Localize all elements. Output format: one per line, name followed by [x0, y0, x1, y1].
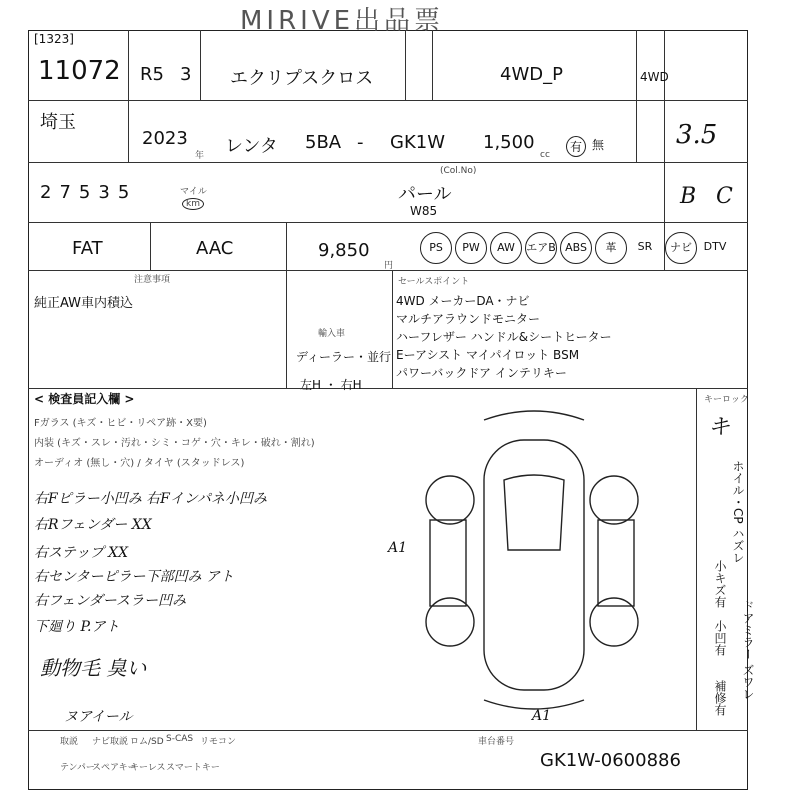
mileage-digit-4: 3 — [98, 182, 118, 203]
sales-point: ハーフレザー ハンドル&シートヒーター — [396, 330, 612, 344]
mileage-digit-3: 5 — [78, 182, 99, 203]
right-door-panel — [598, 520, 634, 606]
car-diagram — [400, 400, 680, 730]
import-dealer: ディーラー・並行 — [296, 350, 392, 364]
a1-bottom: A1 — [532, 708, 552, 724]
inspector-note: 右フェンダースラー凹み — [34, 593, 187, 609]
inspector-note: 下廻り P.アト — [34, 619, 120, 635]
model-year-unit: 年 — [195, 151, 205, 161]
front-right-wheel-shape — [590, 476, 638, 524]
import-label: 輸入車 — [318, 329, 346, 339]
equipment-item: ナビ — [665, 232, 697, 264]
model-code: GK1W — [390, 132, 446, 153]
inspector-glass: Fガラス (キズ・ヒビ・リペア跡・X要) — [34, 418, 207, 429]
side-note: ドアミラー ズワレ — [741, 600, 755, 700]
inspector-note: 右Rフェンダー XX — [34, 517, 152, 533]
equipment-item: AW — [490, 232, 522, 264]
prefecture: 埼玉 — [40, 112, 76, 133]
bottom-label: ナビ取説 — [92, 737, 129, 747]
import-steering: 左H ・ 右H — [300, 378, 362, 392]
sheet-title: MIRIVE出品票 — [240, 6, 445, 36]
color-no-label: (Col.No) — [440, 166, 477, 176]
model-prefix: 5BA — [305, 132, 342, 153]
equipment-item: ABS — [560, 232, 592, 264]
displacement: 1,500 — [483, 132, 535, 153]
equipment-item: PS — [420, 232, 452, 264]
a1-left: A1 — [388, 540, 408, 556]
sales-point: 4WD メーカーDA・ナビ — [396, 294, 530, 308]
bottom-label: スマートキー — [166, 763, 220, 773]
car-body-outline — [484, 440, 584, 690]
rear-left-wheel-shape — [426, 598, 474, 646]
front-bumper-shape — [484, 411, 584, 420]
sales-point: パワーバックドア インテリキー — [396, 366, 567, 380]
inspector-audio: オーディオ (無し・穴) / タイヤ (スタッドレス) — [34, 458, 245, 469]
score: 3.5 — [676, 120, 718, 150]
bottom-label: リモコン — [200, 737, 237, 747]
equipment-item: 革 — [595, 232, 627, 264]
bottom-label: S-CAS — [166, 734, 194, 744]
equipment-item: エアB — [525, 232, 557, 264]
inspector-note: 動物毛 臭い — [40, 656, 147, 680]
interior-grade: C — [716, 184, 733, 209]
side-note: 補修有 — [713, 680, 727, 716]
usage: レンタ — [225, 136, 278, 157]
color-name: パール — [398, 184, 452, 205]
bottom-label: テンパー — [60, 763, 95, 773]
windshield-roof-shape — [504, 475, 564, 550]
lot-number: 11072 — [38, 56, 121, 86]
mileage-digit-2: 7 — [59, 182, 79, 203]
chassis-number: GK1W-0600886 — [540, 750, 681, 771]
chassis-label: 車台番号 — [478, 737, 515, 747]
rear-right-wheel-shape — [590, 598, 638, 646]
inspector-note: 右センターピラー下部凹み アト — [34, 569, 234, 585]
color-code: W85 — [410, 204, 438, 218]
recycle-fee: 9,850 — [318, 240, 370, 261]
recycle-unit: 円 — [384, 261, 394, 271]
note-item: 純正AW車内積込 — [34, 296, 134, 311]
box-number: [1323] — [34, 32, 74, 46]
car-name: エクリプスクロス — [230, 68, 374, 89]
inspector-header: < 検査員記入欄 > — [34, 392, 135, 406]
equipment-item: PW — [455, 232, 487, 264]
inspector-interior: 内装 (キズ・スレ・汚れ・シミ・コゲ・穴・キレ・破れ・割れ) — [34, 438, 315, 449]
bottom-label: スペアキー — [92, 763, 137, 773]
left-door-panel — [430, 520, 466, 606]
side-note: 小キズ有 — [713, 560, 727, 608]
turbo-yes: 有 — [566, 136, 586, 157]
notes-header: 注意事項 — [134, 275, 171, 285]
bottom-label: ロム/SD — [130, 737, 164, 747]
sales-point: マルチアラウンドモニター — [396, 312, 541, 326]
inspector-note: 右ステップ XX — [34, 545, 129, 561]
side-note: 小凹有 — [713, 620, 727, 656]
drive-type: 4WD — [640, 70, 669, 84]
exterior-grade: B — [680, 184, 697, 209]
model-year: 2023 — [142, 128, 188, 149]
bottom-label: 取説 — [60, 737, 79, 747]
shift: FAT — [72, 238, 103, 259]
inspector-note: 右Fピラー小凹み 右Fインパネ小凹み — [34, 491, 267, 507]
bottom-label: キーレス — [130, 763, 166, 773]
sales-point: Eーアシスト マイパイロット BSM — [396, 348, 580, 362]
side-note: ホイル・CP ハズレ — [731, 460, 745, 564]
equipment-item: SR — [637, 240, 653, 253]
mileage — [40, 182, 137, 203]
first-registration-era: R5 — [140, 64, 164, 85]
key-header: キーロック — [704, 395, 749, 405]
mileage-unit-km: km — [182, 198, 204, 210]
mileage-digit-1: 2 — [40, 182, 60, 203]
aircon: AAC — [196, 238, 234, 259]
model-dash: - — [357, 132, 364, 153]
mileage-unit-mile: マイル — [180, 187, 207, 197]
front-left-wheel-shape — [426, 476, 474, 524]
grade: 4WD_P — [500, 64, 563, 85]
key-value: キ — [708, 415, 731, 440]
inspector-note: ヌアイール — [64, 709, 133, 725]
mileage-digit-5: 5 — [117, 182, 138, 203]
first-registration-month: 3 — [180, 64, 192, 85]
displacement-unit: cc — [540, 150, 550, 160]
sales-points-header: セールスポイント — [398, 277, 470, 287]
turbo-no: 無 — [592, 138, 605, 152]
equipment-item: DTV — [703, 240, 727, 253]
